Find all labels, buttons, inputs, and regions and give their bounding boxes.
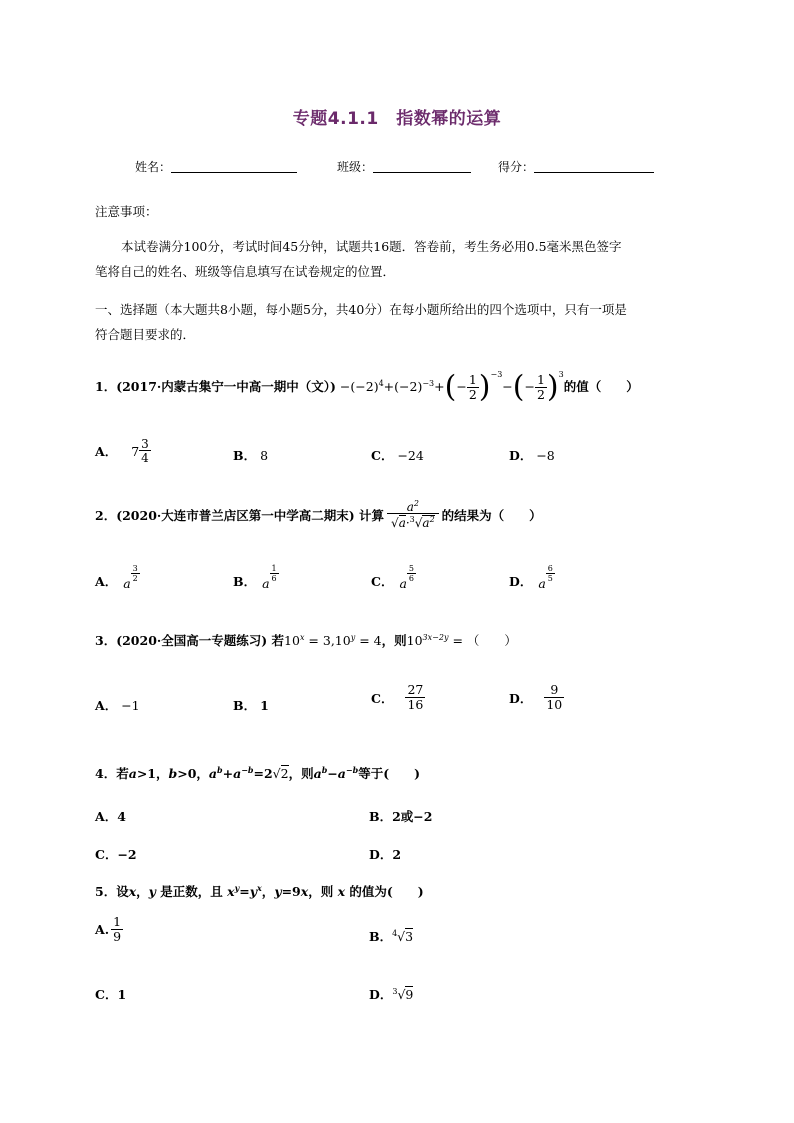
score-label: 得分：	[498, 160, 535, 174]
notice-line-2: 笔将自己的姓名、班级等信息填写在试卷规定的位置．	[95, 264, 396, 279]
q1-expression: $-(-2)^4+(-2)^{-3}+(-$ $\frac{1}{2}$ )$^{-3}$−(− $\frac{1}{2}$ )$^3$	[339, 369, 564, 405]
score-field[interactable]	[498, 158, 654, 175]
q1-option-c[interactable]: C． −24	[371, 448, 424, 463]
q4-option-b[interactable]: B．2或−2	[369, 809, 433, 824]
name-field[interactable]	[135, 158, 297, 175]
question-4: 4．若a>1，b>0，$a^b+a^{-b}=2√2$，则$a^b-a^{-b}$等于( )	[95, 764, 421, 781]
name-blank[interactable]	[171, 160, 297, 173]
q2-option-c[interactable]: C． a $\frac{5}{6}$	[371, 563, 414, 591]
section-heading-line-2: 符合题目要求的．	[95, 327, 196, 342]
question-2	[95, 500, 542, 529]
notice-line-1: 本试卷满分100分，考试时间45分钟，试题共16题．答卷前，考生务必用0.5毫米黑色签字	[121, 239, 622, 254]
name-label: 姓名：	[135, 160, 172, 174]
class-label: 班级：	[337, 160, 374, 174]
q1-suffix: 的值（ ）	[563, 379, 639, 395]
q4-option-c[interactable]: C．−2	[95, 847, 137, 862]
q3-option-d[interactable]: D． $\frac{9}{10}$	[509, 682, 563, 712]
q5-option-b[interactable]: B．$^4$√3	[369, 928, 414, 944]
q3-option-c[interactable]: C． $\frac{27}{16}$	[371, 682, 424, 712]
q2-expression: $\frac{a^2}{√a\cdot^3√a^2}$	[387, 500, 439, 529]
q2-option-d[interactable]: D． a $\frac{6}{5}$	[509, 563, 553, 591]
section-heading-line-1: 一、选择题（本大题共8小题，每小题5分，共40分）在每小题所给出的四个选项中，只有一项是	[95, 302, 627, 317]
q3-condition: $10^x = 3,10^y = 4$	[284, 632, 382, 648]
q4-option-a[interactable]: A．4	[95, 809, 126, 824]
q2-stem: 2．(2020·大连市普兰店区第一中学高二期末) 计算	[95, 507, 385, 523]
q3-option-b[interactable]: B． 1	[233, 698, 269, 713]
q1-option-b[interactable]: B． 8	[233, 448, 269, 463]
q5-option-c[interactable]: C．1	[95, 987, 127, 1002]
q2-option-a[interactable]: A． a $\frac{3}{2}$	[95, 563, 138, 591]
q2-suffix: 的结果为（ ）	[441, 507, 542, 523]
q1-option-d[interactable]: D． −8	[509, 448, 555, 463]
q1-option-a[interactable]: A． 7 $\frac{3}{4}$	[95, 437, 149, 465]
q3-option-a[interactable]: A． −1	[95, 698, 140, 713]
question-3: 3．(2020·全国高一专题练习) 若$10^x = 3,10^y = 4$，则$10^{3x-2y}$ = （ ）	[95, 632, 517, 648]
q3-target: $10^{3x-2y}$ = （ ）	[406, 632, 517, 648]
q2-option-b[interactable]: B． a $\frac{1}{6}$	[233, 563, 277, 591]
score-blank[interactable]	[534, 160, 654, 173]
q3-stem: 3．(2020·全国高一专题练习) 若	[95, 633, 285, 648]
question-1	[95, 370, 639, 403]
q4-option-d[interactable]: D．2	[369, 847, 402, 862]
class-blank[interactable]	[373, 160, 471, 173]
q5-option-a[interactable]: A. $\frac{1}{9}$	[95, 914, 122, 944]
notice-heading: 注意事项：	[95, 204, 158, 219]
question-5: 5．设x，y 是正数，且 $x^y=y^x$，y=9x，则 x 的值为( )	[95, 882, 424, 899]
class-field[interactable]	[337, 158, 471, 175]
page-title: 专题4.1.1 指数幂的运算	[292, 109, 502, 129]
q1-stem: 1．(2017·内蒙古集宁一中高一期中（文）)	[95, 379, 336, 395]
q5-option-d[interactable]: D．$^3$√9	[369, 986, 414, 1002]
